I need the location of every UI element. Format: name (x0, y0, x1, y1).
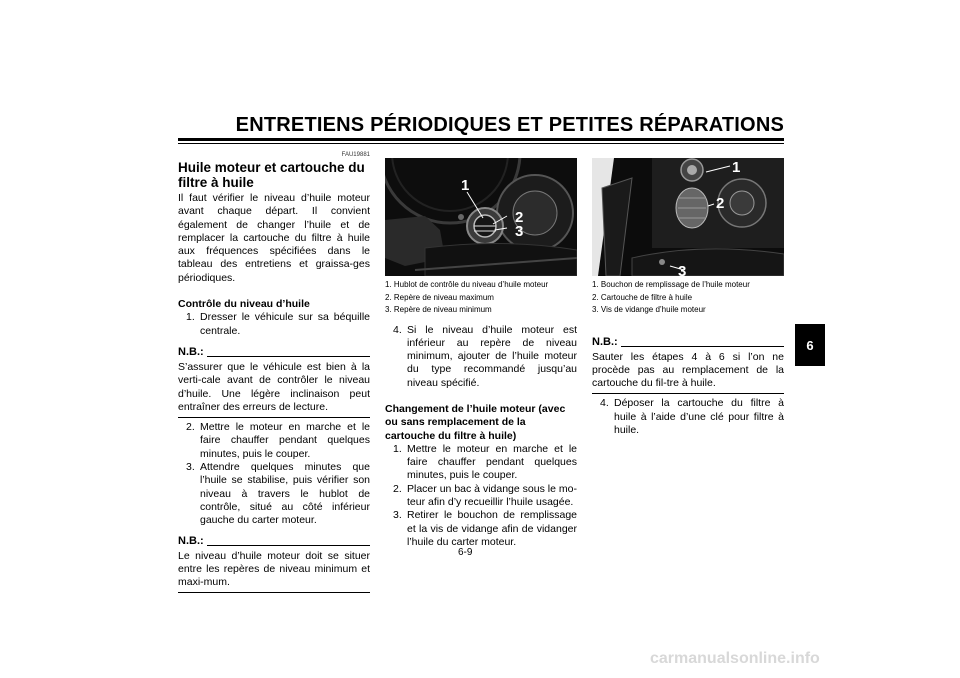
chapter-tab: 6 (795, 324, 825, 366)
column-3 (592, 279, 784, 437)
caption-item: 1. Bouchon de remplissage de l’huile moteur (592, 280, 750, 289)
step-number: 4. (393, 323, 402, 336)
list-item (385, 324, 577, 390)
steps-list (178, 421, 370, 527)
caption-item: 1. Hublot de contrôle du niveau d’huile moteur (385, 280, 549, 289)
note-header (592, 336, 784, 349)
callout-1: 1 (461, 177, 470, 194)
figure-captions (592, 279, 784, 317)
intro-paragraph: Il faut vérifier le niveau d’huile moteur avant chaque départ. Il convient également de changer l’huile et de remplacer la cartouche du filtre à huile aux fréquences spécifiées dans le tableau des entretiens et graissa-ges périodiques. (178, 192, 370, 284)
subheading-oil-check: Contrôle du niveau d’huile (178, 298, 310, 311)
step-text: Mettre le moteur en marche et le faire chauffer pendant quelques minutes, puis le couper. (200, 421, 370, 460)
note-end-rule (178, 417, 370, 418)
section-title: Huile moteur et cartouche du filtre à huile (178, 160, 365, 190)
steps-list (385, 443, 577, 549)
list-item (385, 509, 577, 549)
note-label: N.B.: (178, 534, 204, 547)
oil-filter-photo (592, 158, 784, 276)
step-number: 4. (600, 397, 609, 410)
caption-item: 3. Repère de niveau minimum (385, 305, 492, 314)
caption-item: 3. Vis de vidange d’huile moteur (592, 305, 706, 314)
step-text: Déposer la cartouche du filtre à huile à l’aide d’une clé pour filtre à huile. (614, 397, 784, 436)
callout-2: 2 (515, 209, 524, 226)
subheading-oil-change: Changement de l’huile moteur (avec ou sans remplacement de la cartouche du filtre à huile) (385, 402, 566, 442)
step-number: 3. (393, 509, 402, 522)
callout-3: 3 (515, 223, 524, 240)
note-label: N.B.: (592, 335, 618, 348)
note-text: Le niveau d’huile moteur doit se situer entre les repères de niveau minimum et maxi-mum. (178, 549, 370, 589)
note-rule (207, 356, 370, 357)
page-number: 6-9 (458, 547, 473, 558)
list-item (178, 421, 370, 461)
caption-item: 2. Repère de niveau maximum (385, 292, 494, 302)
list-item (592, 397, 784, 437)
step-number: 1. (186, 311, 195, 324)
column-2 (385, 279, 577, 549)
step-text: Retirer le bouchon de remplissage et la vis de vidange afin de vidanger l’huile du carter moteur. (407, 509, 577, 548)
column-1 (178, 152, 370, 593)
caption-item: 2. Cartouche de filtre à huile (592, 292, 693, 302)
chapter-header: ENTRETIENS PÉRIODIQUES ET PETITES RÉPARATIONS (235, 114, 784, 136)
step-number: 3. (186, 461, 195, 474)
section-code: FAU19881 (341, 152, 370, 158)
step-text: Si le niveau d’huile moteur est inférieur au repère de niveau minimum, ajouter de l’huile moteur du type recommandé jusqu’au niveau spécifié. (407, 323, 577, 389)
note-end-rule (592, 393, 784, 394)
step-text: Attendre quelques minutes que l’huile se stabilise, puis vérifier son niveau à travers le hublot de contrôle, situé au côté inférieur gauche du carter moteur. (200, 461, 370, 527)
step-number: 2. (393, 482, 402, 495)
watermark: carmanualsonline.info (650, 650, 820, 667)
note-label: N.B.: (178, 345, 204, 358)
list-item (178, 461, 370, 527)
callout-1: 1 (732, 159, 741, 176)
step-text: Dresser le véhicule sur sa béquille centrale. (200, 311, 370, 337)
note-text: S’assurer que le véhicule est bien à la verti-cale avant de contrôler le niveau d’huile. Une légère inclinaison peut entraîner des erreurs de lecture. (178, 360, 370, 413)
header-rule-thin (178, 143, 784, 144)
step-text: Placer un bac à vidange sous le mo-teur afin d’y recueillir l’huile usagée. (407, 482, 577, 509)
callout-2: 2 (716, 195, 725, 212)
step-text: Mettre le moteur en marche et le faire chauffer pendant quelques minutes, puis le couper. (407, 442, 577, 482)
engine-sight-glass-photo (385, 158, 577, 276)
note-header (178, 535, 370, 548)
step-number: 1. (393, 442, 402, 455)
list-item (178, 311, 370, 338)
note-rule (621, 346, 784, 347)
callout-3: 3 (678, 263, 687, 276)
figure-captions (385, 279, 577, 317)
header-rule (178, 138, 784, 141)
list-item (385, 443, 577, 483)
step-number: 2. (186, 421, 195, 434)
note-text: Sauter les étapes 4 à 6 si l’on ne procède pas au remplacement de la cartouche du fil-tre à huile. (592, 350, 784, 390)
note-header (178, 346, 370, 359)
note-end-rule (178, 592, 370, 593)
list-item (385, 483, 577, 510)
note-rule (207, 545, 370, 546)
